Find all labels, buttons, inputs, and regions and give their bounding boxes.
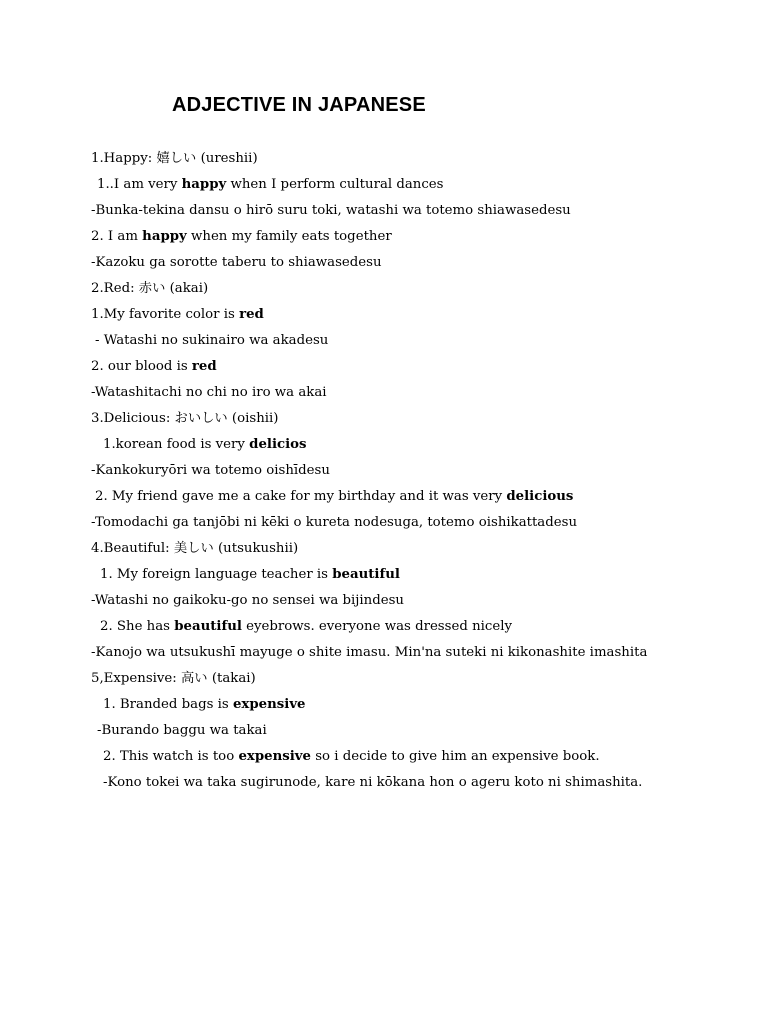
- example-keyword: happy: [142, 229, 187, 244]
- example-text: 1.My favorite color is: [91, 307, 240, 322]
- example-sentence: [91, 566, 681, 584]
- example-sentence: [91, 748, 681, 766]
- translation-sentence: -Kazoku ga sorotte taberu to shiawasedesu: [91, 255, 382, 270]
- example-text: when I perform cultural dances: [226, 177, 444, 192]
- page-title: ADJECTIVE IN JAPANESE: [172, 94, 426, 116]
- example-text: 1. Branded bags is: [103, 697, 233, 712]
- example-keyword: expensive: [232, 697, 306, 712]
- example-sentence: [91, 618, 681, 636]
- translation-sentence: -Watashi no gaikoku-go no sensei wa bijindesu: [91, 593, 404, 608]
- example-text: 1. My foreign language teacher is: [100, 567, 333, 582]
- example-text: 2. I am: [91, 229, 143, 244]
- translation-sentence: -Bunka-tekina dansu o hirō suru toki, watashi wa totemo shiawasedesu: [91, 203, 571, 218]
- translation-sentence: -Burando baggu wa takai: [97, 723, 267, 738]
- example-keyword: delicious: [506, 489, 574, 504]
- example-sentence: [91, 176, 681, 194]
- example-sentence: [91, 358, 681, 376]
- example-keyword: red: [191, 359, 217, 374]
- heading-beautiful: 4.Beautiful: 美しい (utsukushii): [91, 541, 299, 556]
- example-keyword: happy: [181, 177, 227, 192]
- example-keyword: expensive: [238, 749, 311, 764]
- example-text: 2. This watch is too: [103, 749, 239, 764]
- example-sentence: [91, 306, 681, 324]
- example-keyword: delicios: [249, 437, 307, 452]
- heading-red: 2.Red: 赤い (akai): [91, 281, 209, 296]
- example-text: 1.korean food is very: [103, 437, 250, 452]
- example-text: 2. She has: [100, 619, 175, 634]
- translation-sentence: - Watashi no sukinairo wa akadesu: [95, 333, 329, 348]
- heading-delicious: 3.Delicious: おいしい (oishii): [91, 411, 279, 426]
- translation-sentence: -Kankokuryōri wa totemo oishīdesu: [91, 463, 330, 478]
- heading-expensive: 5,Expensive: 高い (takai): [91, 671, 256, 686]
- document-body: [91, 150, 681, 800]
- translation-sentence: -Kanojo wa utsukushī mayuge o shite imasu. Min'na suteki ni kikonashite imashita: [91, 645, 648, 660]
- example-keyword: beautiful: [174, 619, 242, 634]
- example-text: 2. our blood is: [91, 359, 192, 374]
- example-keyword: red: [239, 307, 264, 322]
- example-sentence: [91, 436, 681, 454]
- translation-sentence: -Tomodachi ga tanjōbi ni kēki o kureta nodesuga, totemo oishikattadesu: [91, 515, 578, 530]
- heading-happy: 1.Happy: 嬉しい (ureshii): [91, 151, 258, 166]
- example-keyword: beautiful: [332, 567, 400, 582]
- example-text: 1..I am very: [97, 177, 182, 192]
- translation-sentence: -Watashitachi no chi no iro wa akai: [91, 385, 327, 400]
- example-text: eyebrows. everyone was dressed nicely: [241, 619, 512, 634]
- example-sentence: [91, 488, 681, 506]
- example-text: when my family eats together: [186, 229, 392, 244]
- example-sentence: [91, 228, 681, 246]
- example-sentence: [91, 696, 681, 714]
- example-text: 2. My friend gave me a cake for my birthday and it was very: [95, 489, 507, 504]
- translation-sentence: -Kono tokei wa taka sugirunode, kare ni kōkana hon o ageru koto ni shimashita.: [103, 775, 643, 790]
- example-text: so i decide to give him an expensive book.: [310, 749, 600, 764]
